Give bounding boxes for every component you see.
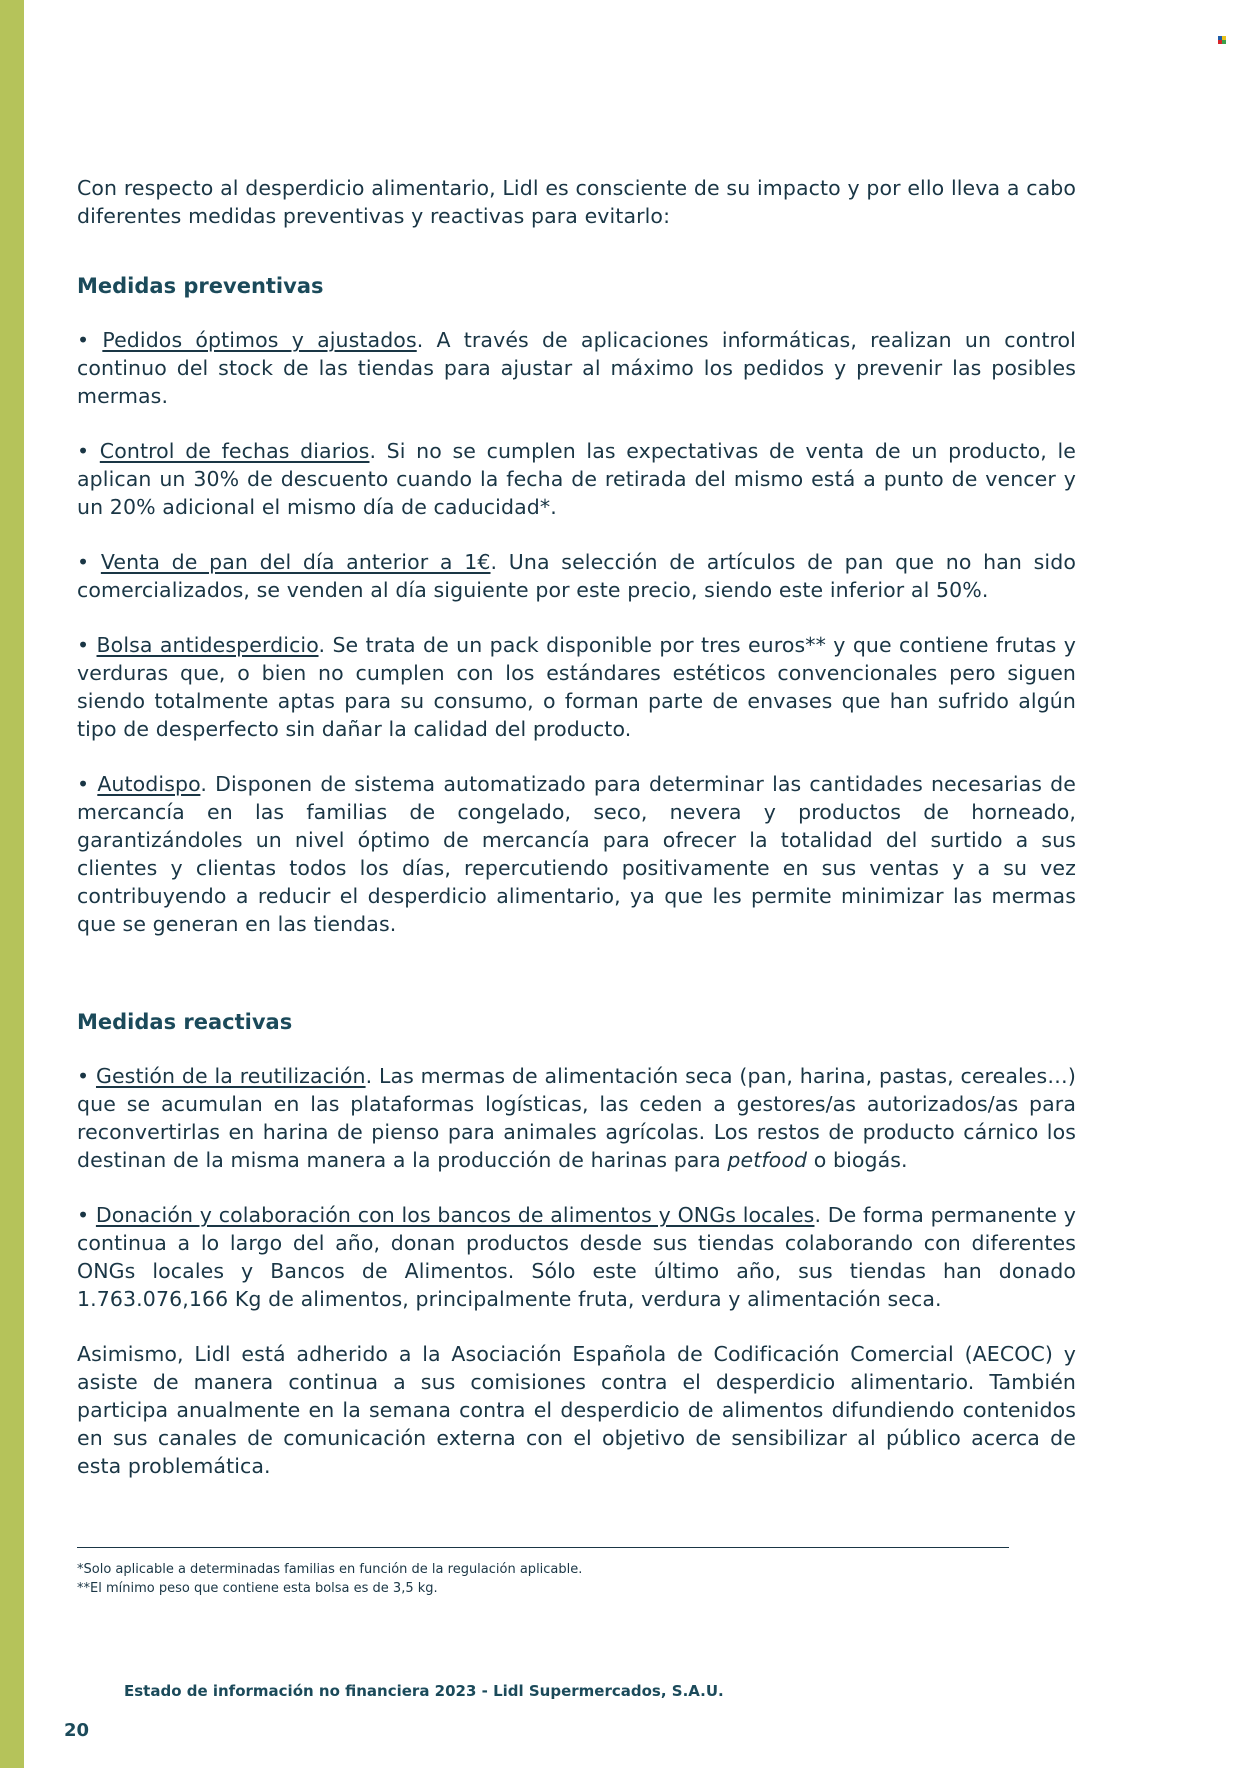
- item-title: Venta de pan del día anterior a 1€: [100, 550, 491, 574]
- bullet: •: [77, 328, 90, 352]
- item-title: Autodispo: [97, 772, 201, 796]
- bullet: •: [77, 550, 90, 574]
- reactive-item: [77, 1201, 1076, 1313]
- heading-preventive-measures: Medidas preventivas: [77, 274, 324, 298]
- item-text-italic: petfood: [727, 1148, 808, 1172]
- item-text: . Si no se cumplen las expectativas de venta de un producto, le aplican un 30% de descuento cuando la fecha de retirada del mismo está a punto de vencer y un 20% adicional el mismo día de caducidad*.: [77, 439, 1076, 519]
- preventive-item: [77, 326, 1076, 410]
- item-text: . Se trata de un pack disponible por tres euros** y que contiene frutas y verduras que, o bien no cumplen con los estándares estéticos convencionales pero siguen siendo totalmente aptas para su consumo, o forman parte de envases que han sufrido algún tipo de desperfecto sin dañar la calidad del producto.: [77, 633, 1076, 741]
- bullet: •: [77, 772, 90, 796]
- preventive-item: [77, 437, 1076, 521]
- item-title: Bolsa antidesperdicio: [96, 633, 319, 657]
- item-text: . Disponen de sistema automatizado para determinar las cantidades necesarias de mercancía en las familias de congelado, seco, nevera y productos de horneado, garantizándoles un nivel óptimo de mercancía para ofrecer la totalidad del surtido a sus clientes y clientas todos los días, repercutiendo positivamente en sus ventas y a su vez contribuyendo a reducir el desperdicio alimentario, ya que les permite minimizar las mermas que se generan en las tiendas.: [77, 772, 1076, 936]
- item-text: . Las mermas de alimentación seca (pan, harina, pastas, cereales…) que se acumulan en las plataformas logísticas, las ceden a gestores/as autorizados/as para reconvertirlas en harina de pienso para animales agrícolas. Los restos de producto cárnico los destinan de la misma manera a la producción de harinas para: [77, 1064, 1077, 1172]
- preventive-item: [77, 548, 1076, 604]
- footnote-divider: [77, 1547, 1009, 1548]
- footnote: **El mínimo peso que contiene esta bolsa es de 3,5 kg.: [77, 1581, 438, 1596]
- bullet: •: [77, 633, 90, 657]
- main-content: [77, 174, 1076, 1480]
- reactive-item: [77, 1062, 1076, 1174]
- item-title: Gestión de la reutilización: [95, 1064, 366, 1088]
- decorative-side-bar: [0, 0, 24, 1768]
- bullet: •: [77, 1203, 90, 1227]
- page-number: 20: [64, 1720, 90, 1741]
- item-text-end: o biogás.: [807, 1148, 908, 1172]
- bullet: •: [77, 1064, 90, 1088]
- bullet: •: [77, 439, 90, 463]
- footnotes: [77, 1547, 1009, 1598]
- item-text: . A través de aplicaciones informáticas, realizan un control continuo del stock de las tiendas para ajustar al máximo los pedidos y prevenir las posibles mermas.: [77, 328, 1076, 408]
- preventive-item: [77, 770, 1076, 938]
- footnote: *Solo aplicable a determinadas familias en función de la regulación aplicable.: [77, 1562, 583, 1577]
- item-title: Donación y colaboración con los bancos de alimentos y ONGs locales: [95, 1203, 815, 1227]
- item-text: . De forma permanente y continua a lo largo del año, donan productos desde sus tiendas colaborando con diferentes ONGs locales y Bancos de Alimentos. Sólo este último año, sus tiendas han donado 1.763.076,166 Kg de alimentos, principalmente fruta, verdura y alimentación seca.: [77, 1203, 1077, 1311]
- item-title: Pedidos óptimos y ajustados: [102, 328, 417, 352]
- item-title: Control de fechas diarios: [99, 439, 370, 463]
- intro-paragraph: Con respecto al desperdicio alimentario, Lidl es consciente de su impacto y por ello lleva a cabo diferentes medidas preventivas y reactivas para evitarlo:: [77, 176, 1076, 228]
- corner-color-mark: [1218, 36, 1227, 45]
- heading-reactive-measures: Medidas reactivas: [77, 1010, 293, 1034]
- item-text: . Una selección de artículos de pan que no han sido comercializados, se venden al día siguiente por este precio, siendo este inferior al 50%.: [77, 550, 1076, 602]
- closing-paragraph: Asimismo, Lidl está adherido a la Asociación Española de Codificación Comercial (AECOC) y asiste de manera continua a sus comisiones contra el desperdicio alimentario. También participa anualmente en la semana contra el desperdicio de alimentos difundiendo contenidos en sus canales de comunicación externa con el objetivo de sensibilizar al público acerca de esta problemática.: [77, 1342, 1076, 1478]
- preventive-item: [77, 631, 1076, 743]
- footer-report-title: Estado de información no financiera 2023 - Lidl Supermercados, S.A.U.: [124, 1682, 724, 1700]
